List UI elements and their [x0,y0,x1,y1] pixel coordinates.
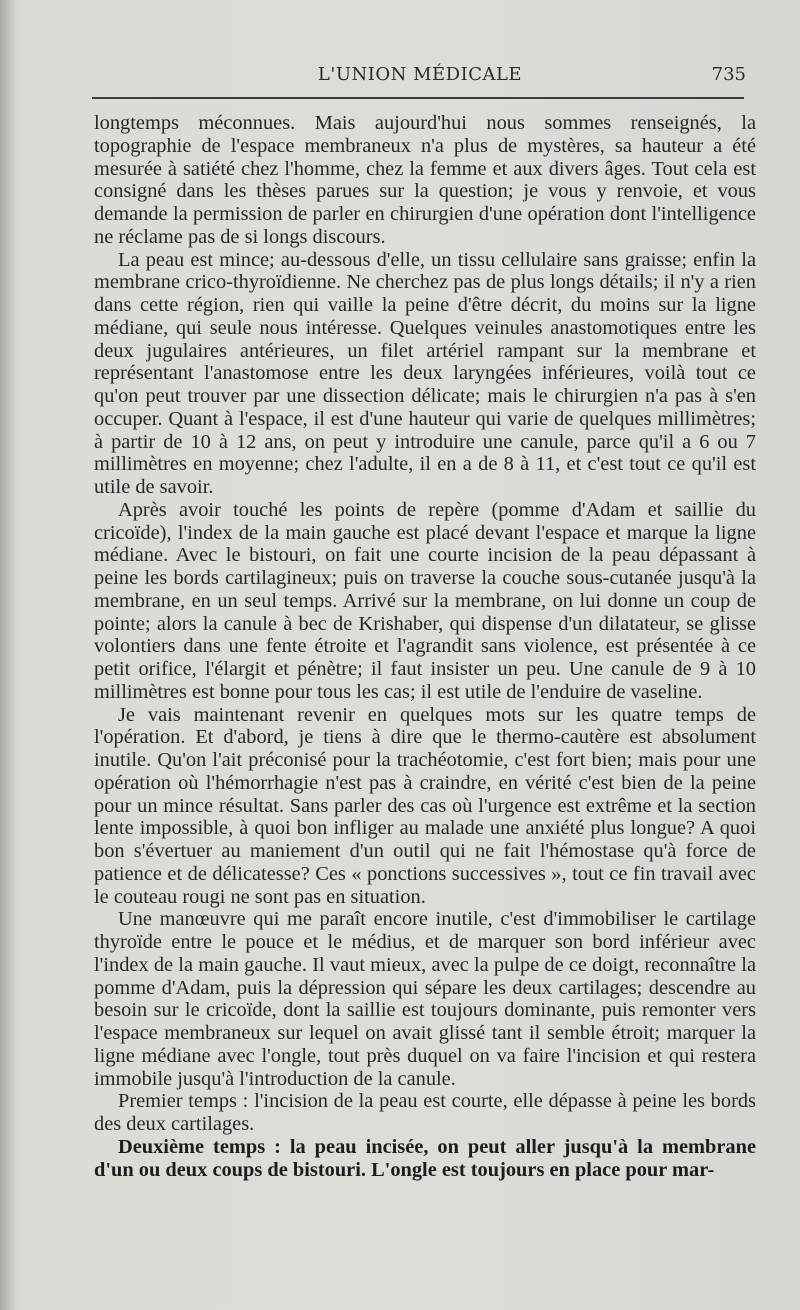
paragraph-first-stage: Premier temps : l'incision de la peau est courte, elle dépasse à peine les bords des deux cartilages. [94,1090,756,1135]
paragraph-anatomy: La peau est mince; au-dessous d'elle, un tissu cellulaire sans graisse; enfin la membrane crico-thyroïdienne. Ne cherchez pas de plus longs détails; il n'y a rien dans cette région, rien qui vaille la peine d'être décrit, du moins sur la ligne médiane, qui seule nous intéresse. Quelques veinules anastomotiques entre les deux jugulaires antérieures, un filet artériel rampant sur la membrane et représentant l'anastomose entre les deux laryngées inférieures, voilà tout ce qu'on peut trouver par une dissection délicate; mais le chirurgien n'a pas à s'en occuper. Quant à l'espace, il est d'une hauteur qui varie de quelques millimètres; à partir de 10 à 12 ans, on peut y introduire une canule, parce qu'il a 6 ou 7 millimètres en moyenne; chez l'adulte, il en a de 8 à 11, et c'est tout ce qu'il est utile de savoir. [94,248,756,498]
paragraph-continued: longtemps méconnues. Mais aujourd'hui nous sommes renseignés, la topographie de l'espace membraneux n'a plus de mystères, sa hauteur a été mesurée à satiété chez l'homme, chez la femme et aux divers âges. Tout cela est consigné dans les thèses parues sur la question; je vous y renvoie, et vous demande la permission de parler en chirurgien d'une opération dont l'intelligence ne réclame pas de si longs discours. [94,112,756,248]
paragraph-procedure: Après avoir touché les points de repère (pomme d'Adam et saillie du cricoïde), l'index de la main gauche est placé devant l'espace et marque la ligne médiane. Avec le bistouri, on fait une courte incision de la peau dépassant à peine les bords cartilagineux; puis on traverse la couche sous-cutanée jusqu'à la membrane, en un seul temps. Arrivé sur la membrane, on lui donne un coup de pointe; alors la canule à bec de Krishaber, qui dispense d'un dilatateur, se glisse volontiers dans une fente étroite et l'agrandit sans violence, est présentée à ce petit orifice, l'élargit et pénètre; il faut insister un peu. Une canule de 9 à 10 millimètres est bonne pour tous les cas; il est utile de l'enduire de vaseline. [94,498,756,703]
header-rule [92,97,744,99]
page-gutter-shadow [0,0,14,1310]
body-text [94,112,756,1181]
paragraph-maneuver: Une manœuvre qui me paraît encore inutile, c'est d'immobiliser le cartilage thyroïde entre le pouce et le médius, et de marquer son bord inférieur avec l'index de la main gauche. Il vaut mieux, avec la pulpe de ce doigt, reconnaître la pomme d'Adam, puis la dépression qui sépare les deux cartilages; descendre au besoin sur le cricoïde, dont la saillie est toujours dominante, puis remonter vers l'espace membraneux sur lequel on avait glissé tant il semble étroit; marquer la ligne médiane avec l'ongle, tout près duquel on va faire l'incision et qui restera immobile jusqu'à l'introduction de la canule. [94,908,756,1090]
running-title: L'UNION MÉDICALE [317,64,523,85]
paragraph-four-stages: Je vais maintenant revenir en quelques mots sur les quatre temps de l'opération. Et d'abord, je tiens à dire que le thermo-cautère est absolument inutile. Qu'on l'ait préconisé pour la trachéotomie, c'est fort bien; mais pour une opération où l'hémorrhagie n'est pas à craindre, en vérité c'est bien de la peine pour un mince résultat. Sans parler des cas où l'urgence est extrême et la section lente impossible, à quoi bon infliger au malade une anxiété plus longue? A quoi bon s'évertuer au maniement d'un outil qui ne fait l'hémostase qu'à force de patience et de délicatesse? Ces « ponctions successives », tout ce fin travail avec le couteau rougi ne sont pas en situation. [94,703,756,908]
paragraph-second-stage: Deuxième temps : la peau incisée, on peut aller jusqu'à la membrane d'un ou deux coups de bistouri. L'ongle est toujours en place pour mar- [94,1135,756,1181]
page-header [90,62,750,90]
page-number: 735 [711,64,746,85]
